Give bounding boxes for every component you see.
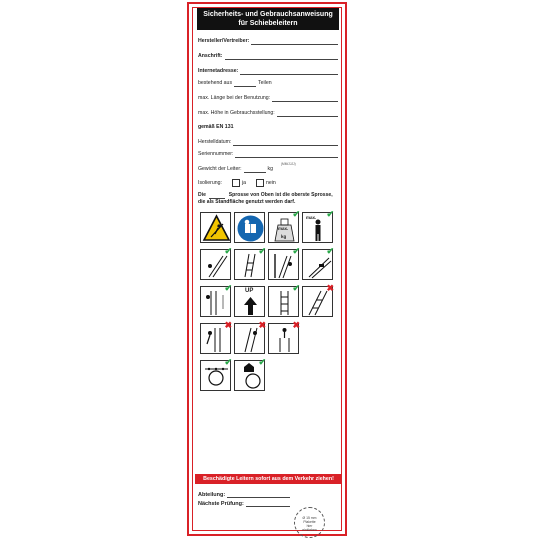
top-rung-notice: Die Sprosse von Oben ist die oberste Sprosse, die als Standfläche genutzt werden darf. [198, 192, 333, 205]
lock-rungs-icon: ✔ [302, 249, 333, 280]
ladder-level-icon: ✔ [268, 286, 299, 317]
indoor-use-icon: ✔ [234, 360, 265, 391]
face-ladder-icon: UP [234, 286, 265, 317]
insulation-no-checkbox[interactable] [256, 179, 264, 187]
weight-field[interactable]: Gewicht der Leiter: kg [198, 166, 274, 172]
next-inspection-field[interactable]: Nächste Prüfung: [198, 500, 290, 507]
angle-setup-icon: ✔ [268, 249, 299, 280]
ladder-lean-icon: ✖ [302, 286, 333, 317]
no-top-step-icon: ✖ [268, 323, 299, 354]
insulation-field: Isolierung: ja nein [198, 180, 276, 186]
title-line-2: für Schiebeleitern [238, 20, 298, 27]
inspect-ladder-icon: ✔ [234, 249, 265, 280]
overreach-icon: ✖ [200, 323, 231, 354]
department-field[interactable]: Abteilung: [198, 491, 290, 498]
date-format-hint: (MM/JJJJ) [281, 162, 296, 166]
manufacturer-field[interactable]: Hersteller/Vertreiber: [198, 35, 338, 45]
electric-hazard-icon: ✔ [200, 360, 231, 391]
website-field[interactable]: Internetadresse: [198, 65, 338, 75]
safety-instruction-label [187, 2, 347, 536]
insulation-yes-checkbox[interactable] [232, 179, 240, 187]
serial-number-field[interactable]: Seriennummer: [198, 148, 338, 158]
max-height-field[interactable]: max. Höhe in Gebrauchsstellung: [198, 107, 338, 117]
max-person-icon: max. ✔ [302, 212, 333, 243]
inspection-sticker-placeholder: Ø 15 mm Plakette hier einkleben [294, 507, 325, 538]
title-bar [197, 8, 339, 30]
no-side-step-icon: ✖ [234, 323, 265, 354]
inspect-feet-icon: ✔ [200, 249, 231, 280]
title-line-1: Sicherheits- und Gebrauchsanweisung [203, 11, 333, 18]
warning-fall-icon [200, 212, 231, 243]
address-field[interactable]: Anschrift: [198, 50, 338, 60]
max-weight-icon: max. kg ✔ [268, 212, 299, 243]
standard-label: gemäß EN 131 [198, 124, 234, 130]
manufacture-date-field[interactable]: Herstelldatum: [198, 136, 338, 146]
max-length-field[interactable]: max. Länge bei der Benutzung: [198, 92, 338, 102]
read-manual-icon [234, 212, 265, 243]
parts-field[interactable]: bestehend aus Teilen [198, 80, 272, 86]
damaged-ladder-warning: Beschädigte Leitern sofort aus dem Verkehr ziehen! [195, 474, 342, 484]
climb-height-icon: ✔ [200, 286, 231, 317]
